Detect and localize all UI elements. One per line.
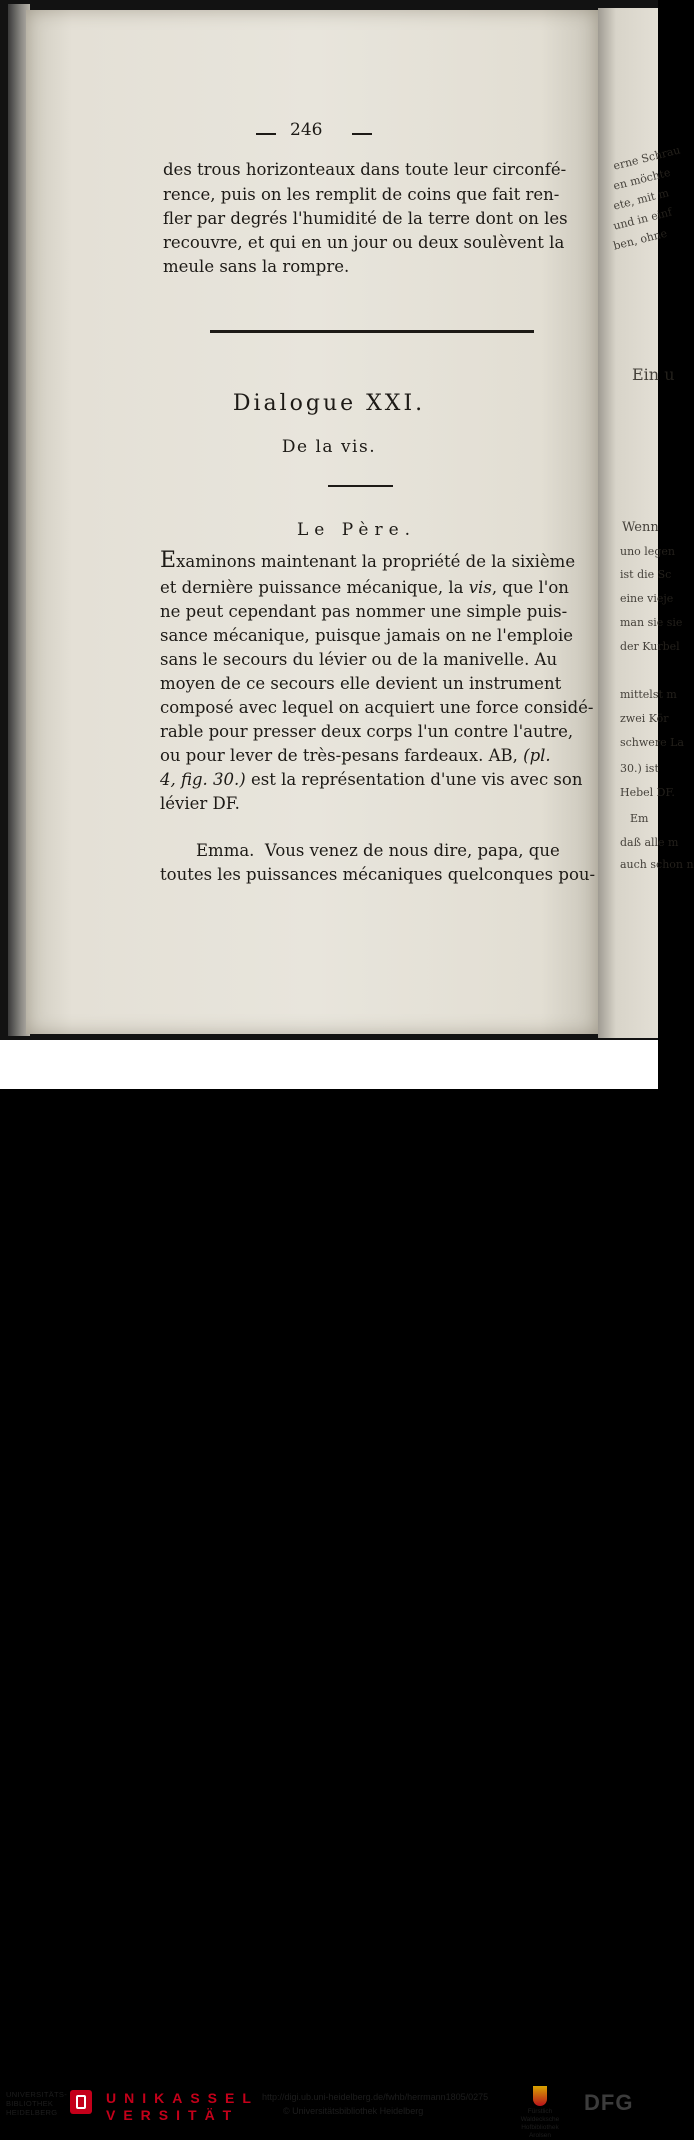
next-page-fragment: uno legen: [620, 545, 675, 558]
next-page-fragment: erne Schrau: [612, 143, 682, 173]
figure-reference: 4, fig. 30.): [160, 770, 246, 789]
text-line: rence, puis on les remplit de coins que fait ren-: [163, 185, 560, 204]
page-number-dash-left: [256, 133, 276, 135]
next-page-fragment: ist die Sc: [620, 568, 672, 581]
speaker-name: Emma.: [196, 841, 255, 860]
text-line: toutes les puissances mécaniques quelconques pou-: [160, 865, 596, 884]
next-page-fragment: Hebel DF.: [620, 786, 675, 799]
page-number: 246: [290, 120, 323, 140]
scan-area: [0, 0, 694, 1040]
next-page-fragment: ben, ohne: [612, 226, 669, 253]
footer-bar: [0, 1040, 658, 2139]
next-page-fragment: und in einf: [612, 205, 674, 233]
next-page-fragment: Ein u: [632, 365, 675, 384]
uni-heidelberg-logo: [70, 2090, 92, 2114]
copyright-notice: © Universitätsbibliothek Heidelberg: [283, 2106, 424, 2116]
text-line: Vous venez de nous dire, papa, que: [264, 841, 560, 860]
next-page-fragment: zwei Kör: [620, 712, 669, 725]
text-line: des trous horizonteaux dans toute leur circonfé-: [163, 160, 567, 179]
text-line: , que l'on: [491, 578, 569, 597]
text-line: meule sans la rompre.: [163, 257, 350, 276]
dialogue-title: Dialogue XXI.: [232, 391, 426, 416]
text-line: moyen de ce secours elle devient un instrument: [160, 674, 562, 693]
text-line: fler par degrés l'humidité de la terre dont on les: [163, 209, 568, 228]
text-line: ne peut cependant pas nommer une simple puis-: [160, 602, 568, 621]
next-page-fragment: daß alle m: [620, 836, 679, 849]
uni-kassel-logo: UNIKASSEL VERSITÄT: [106, 2090, 259, 2123]
page-number-dash-right: [352, 133, 372, 135]
permalink[interactable]: http://digi.ub.uni-heidelberg.de/fwhb/herrmann1805/0275: [262, 2092, 489, 2102]
speaker-heading: Le Père.: [297, 520, 417, 540]
next-page-fragment: Em: [630, 812, 649, 825]
next-page-fragment: 30.) ist: [620, 762, 659, 775]
next-page-fragment: der Kurbel: [620, 640, 680, 653]
dialogue-subtitle: De la vis.: [281, 437, 377, 457]
text-line: xaminons maintenant la propriété de la sixième: [176, 552, 576, 571]
dfg-logo: DFG: [584, 2090, 634, 2115]
next-page-fragment: schwere La: [620, 736, 684, 749]
next-page-fragment: auch schon n: [620, 858, 694, 871]
next-page-fragment: Wenn: [622, 520, 659, 535]
text-line: et dernière puissance mécanique, la: [160, 578, 469, 597]
italic-term: vis: [468, 578, 492, 597]
next-page-fragment: en möchte: [612, 165, 672, 193]
text-line: composé avec lequel on acquiert une force considé-: [160, 698, 594, 717]
text-line: recouvre, et qui en un jour ou deux soulèvent la: [163, 233, 565, 252]
next-page-fragment: mittelst m: [620, 688, 677, 701]
text-line: rable pour presser deux corps l'un contre l'autre,: [160, 722, 574, 741]
drop-cap: E: [160, 548, 177, 573]
next-page-fragment: eine vieje: [620, 592, 674, 605]
next-page-fragment: man sie sie: [620, 616, 683, 629]
crest-icon: [533, 2086, 547, 2106]
uni-heidelberg-label: UNIVERSITÄTS- BIBLIOTHEK HEIDELBERG: [6, 2090, 67, 2117]
text-line: sance mécanique, puisque jamais on ne l'emploie: [160, 626, 574, 645]
subtitle-rule: [328, 485, 393, 487]
text-line: sans le secours du lévier ou de la manivelle. Au: [160, 650, 558, 669]
section-rule: [210, 330, 534, 333]
text-line: lévier DF.: [160, 794, 240, 813]
text-line: est la représentation d'une vis avec son: [245, 770, 583, 789]
text-line: ou pour lever de très-pesans fardeaux. AB,: [160, 746, 524, 765]
next-page-fragment: ete, mit m: [612, 186, 671, 213]
arolsen-label: Fürstlich Waldecksche Hofbibliothek Arolsen: [520, 2108, 560, 2139]
figure-reference: (pl.: [523, 746, 551, 765]
